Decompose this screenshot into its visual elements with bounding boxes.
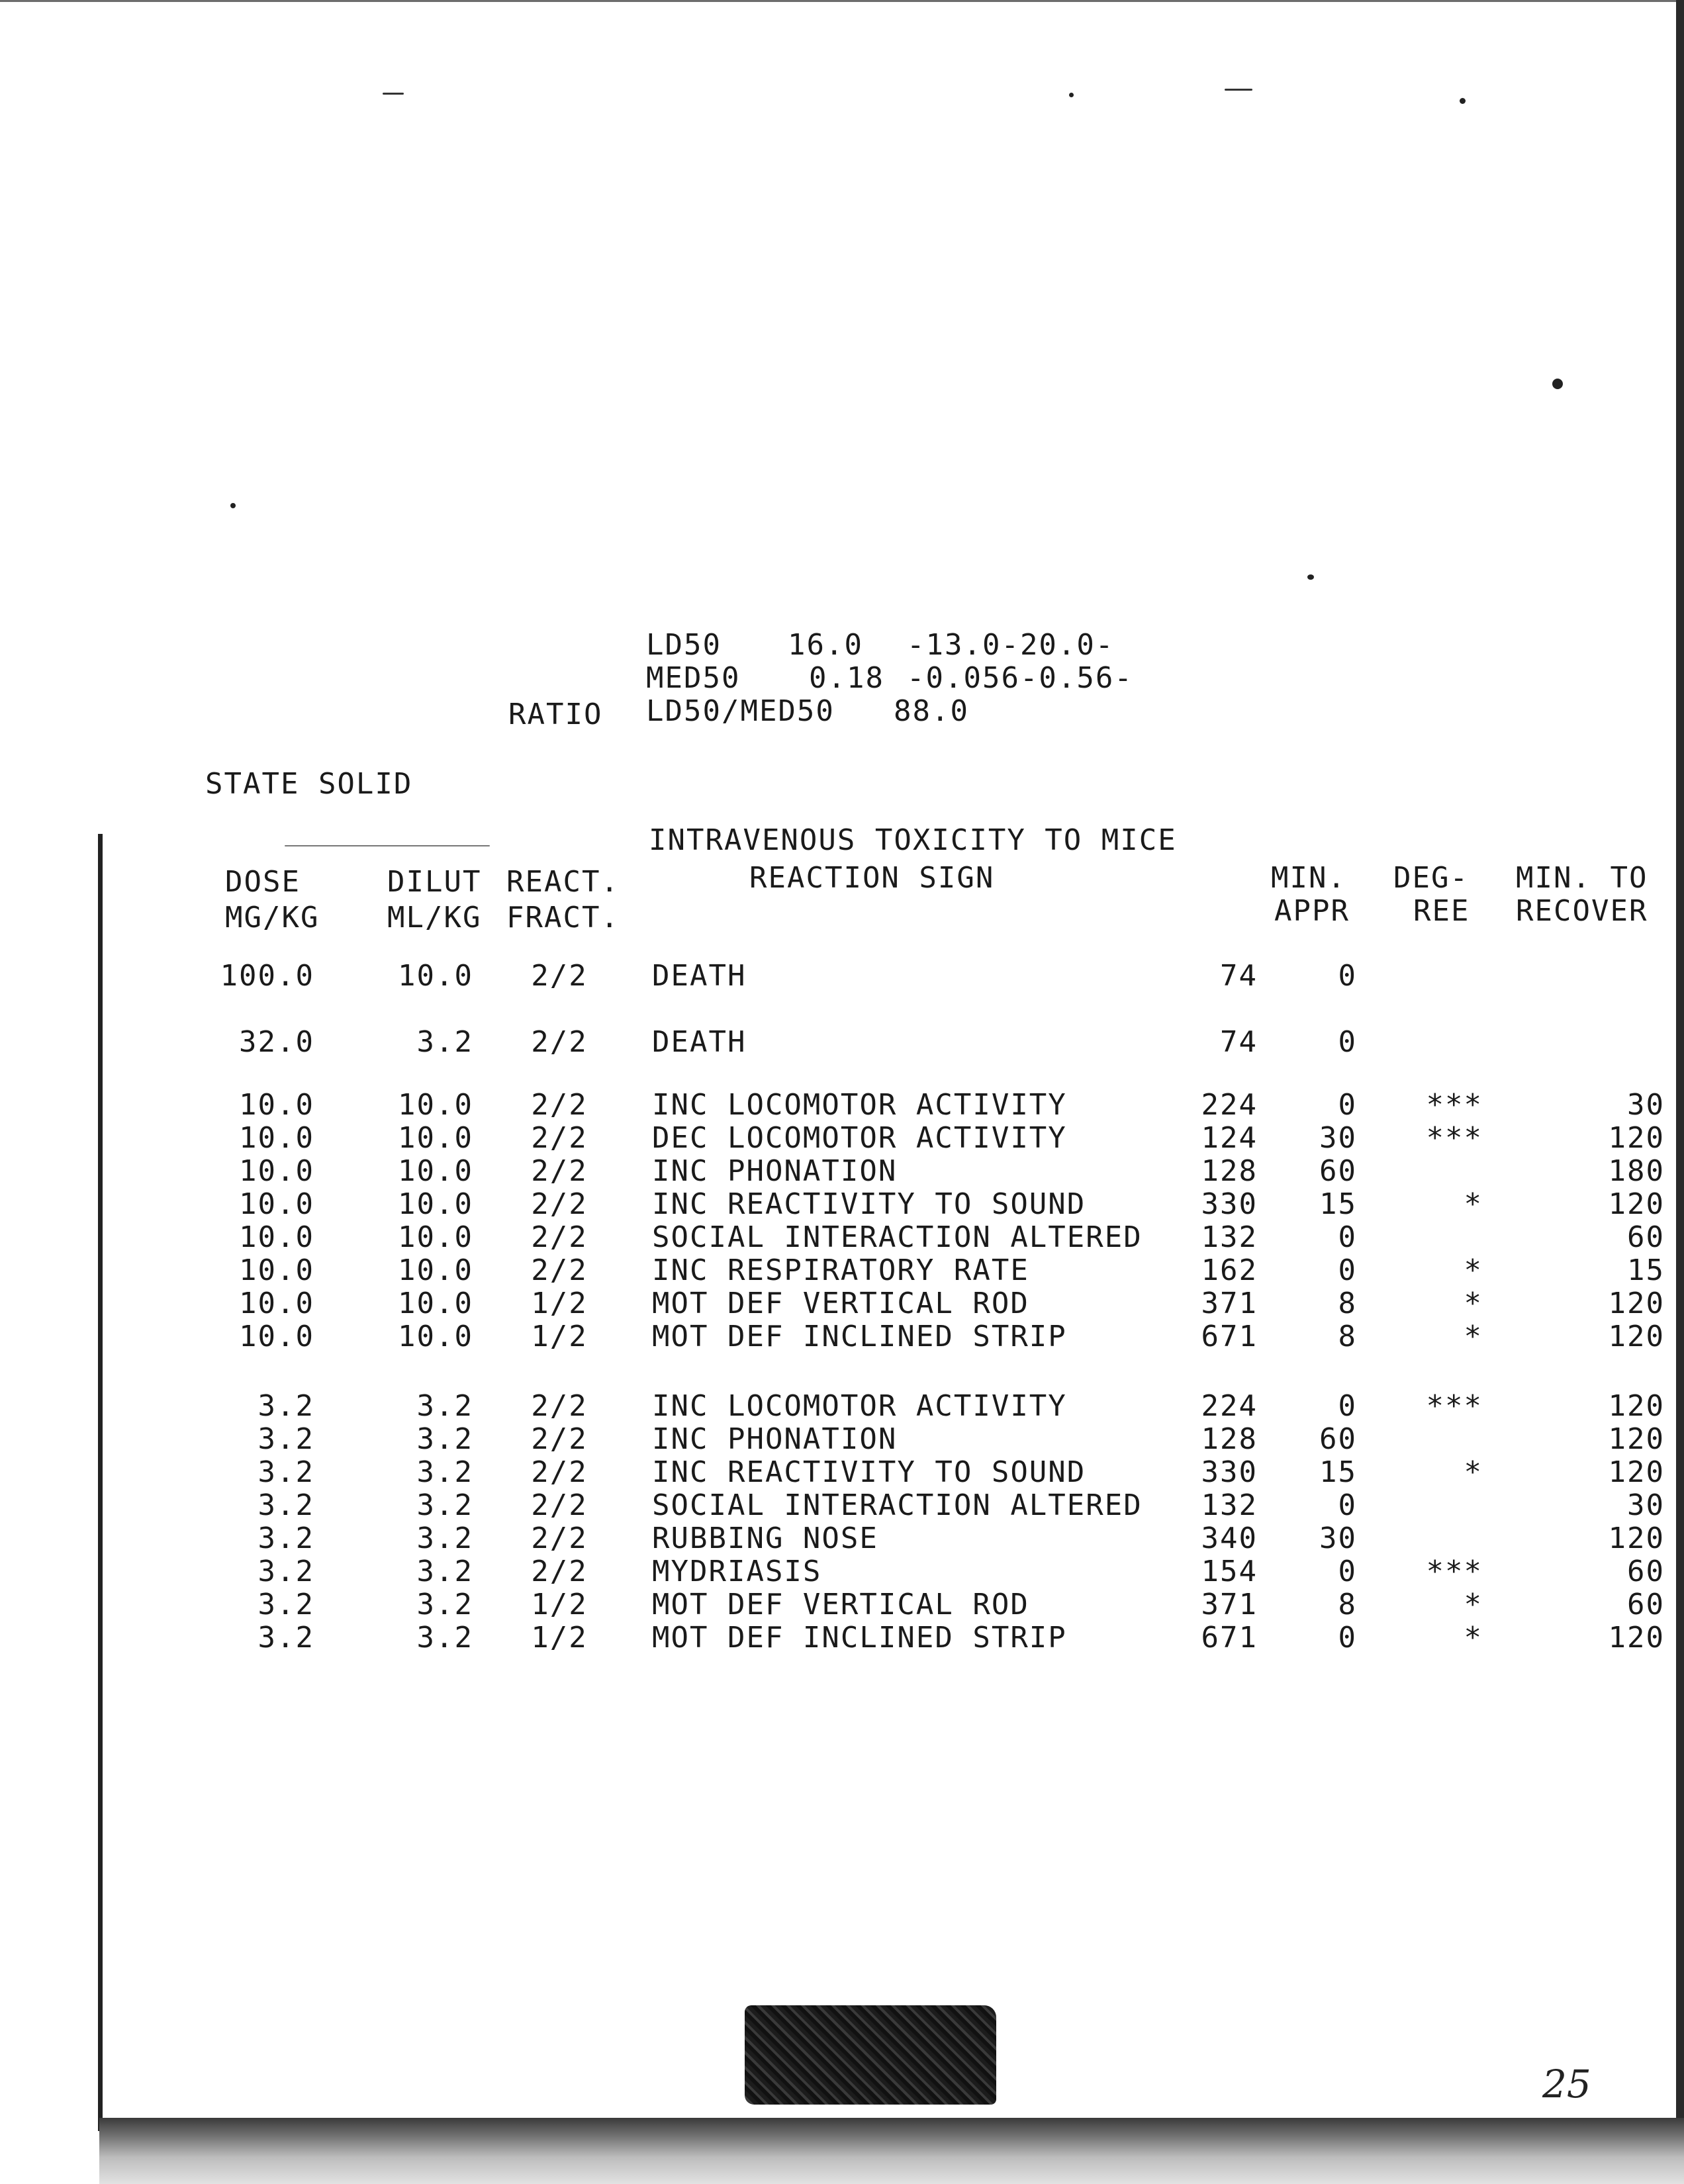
cell-code: 330 <box>1201 1187 1258 1221</box>
med50-value: 0.18 <box>809 661 884 695</box>
cell-sign: DEATH <box>652 1025 747 1059</box>
cell-sign: MOT DEF VERTICAL ROD <box>652 1287 1029 1320</box>
cell-code: 132 <box>1201 1220 1258 1254</box>
cell-recover: 120 <box>1608 1287 1665 1320</box>
scan-edge-left <box>98 834 103 2131</box>
scan-speck <box>1069 93 1074 97</box>
cell-dose: 32.0 <box>239 1025 314 1059</box>
header-degree: DEG- <box>1393 861 1469 895</box>
cell-dilut: 10.0 <box>398 1287 473 1320</box>
cell-degree: * <box>1464 1455 1483 1489</box>
ld50-value: 16.0 <box>788 628 863 662</box>
cell-appr: 60 <box>1319 1422 1357 1456</box>
cell-dose: 3.2 <box>257 1522 314 1555</box>
cell-dilut: 10.0 <box>398 1220 473 1254</box>
cell-frac: 2/2 <box>531 1455 588 1489</box>
cell-dilut: 10.0 <box>398 1253 473 1287</box>
header-recover: RECOVER <box>1516 894 1648 928</box>
cell-appr: 15 <box>1319 1187 1357 1221</box>
header-dose: DOSE <box>225 865 301 899</box>
cell-frac: 2/2 <box>531 1121 588 1155</box>
cell-dilut: 3.2 <box>416 1588 473 1621</box>
cell-appr: 15 <box>1319 1455 1357 1489</box>
cell-dilut: 3.2 <box>416 1555 473 1588</box>
cell-dilut: 3.2 <box>416 1522 473 1555</box>
cell-appr: 8 <box>1338 1320 1357 1353</box>
cell-sign: RUBBING NOSE <box>652 1522 878 1555</box>
cell-recover: 180 <box>1608 1154 1665 1188</box>
cell-frac: 2/2 <box>531 1187 588 1221</box>
cell-recover: 120 <box>1608 1389 1665 1423</box>
header-min-to: MIN. TO <box>1516 861 1648 895</box>
cell-appr: 0 <box>1338 1555 1357 1588</box>
cell-code: 671 <box>1201 1320 1258 1353</box>
cell-dilut: 10.0 <box>398 1121 473 1155</box>
page-number: 25 <box>1542 2062 1591 2107</box>
cell-dilut: 3.2 <box>416 1389 473 1423</box>
scan-edge-top <box>0 0 1684 2</box>
state-line: STATE SOLID <box>205 767 413 801</box>
scan-speck <box>1225 89 1252 91</box>
cell-frac: 1/2 <box>531 1621 588 1655</box>
cell-code: 371 <box>1201 1588 1258 1621</box>
cell-dilut: 3.2 <box>416 1422 473 1456</box>
cell-appr: 30 <box>1319 1121 1357 1155</box>
cell-appr: 0 <box>1338 1621 1357 1655</box>
cell-degree: * <box>1464 1287 1483 1320</box>
cell-degree: * <box>1464 1320 1483 1353</box>
cell-dose: 10.0 <box>239 1253 314 1287</box>
cell-degree: *** <box>1426 1555 1483 1588</box>
cell-recover: 60 <box>1627 1555 1665 1588</box>
cell-recover: 30 <box>1627 1488 1665 1522</box>
cell-code: 671 <box>1201 1621 1258 1655</box>
ld50-label: LD50 <box>646 628 722 662</box>
cell-code: 124 <box>1201 1121 1258 1155</box>
header-appr: APPR <box>1274 894 1350 928</box>
cell-dose: 3.2 <box>257 1588 314 1621</box>
cell-frac: 2/2 <box>531 1522 588 1555</box>
cell-frac: 2/2 <box>531 959 588 993</box>
cell-dose: 3.2 <box>257 1555 314 1588</box>
cell-dose: 10.0 <box>239 1220 314 1254</box>
cell-dose: 3.2 <box>257 1621 314 1655</box>
cell-dilut: 10.0 <box>398 1088 473 1122</box>
cell-sign: MOT DEF INCLINED STRIP <box>652 1320 1067 1353</box>
scan-speck <box>1307 574 1314 580</box>
header-fract: FRACT. <box>506 901 620 934</box>
cell-recover: 120 <box>1608 1455 1665 1489</box>
cell-sign: MOT DEF INCLINED STRIP <box>652 1621 1067 1655</box>
cell-appr: 8 <box>1338 1588 1357 1621</box>
scan-speck <box>383 93 404 95</box>
cell-dilut: 3.2 <box>416 1025 473 1059</box>
cell-dose: 10.0 <box>239 1320 314 1353</box>
ratio-expression: LD50/MED50 <box>646 694 835 728</box>
cell-code: 128 <box>1201 1422 1258 1456</box>
cell-frac: 2/2 <box>531 1154 588 1188</box>
cell-recover: 60 <box>1627 1220 1665 1254</box>
header-min-appr: MIN. <box>1271 861 1346 895</box>
cell-appr: 0 <box>1338 1389 1357 1423</box>
cell-recover: 120 <box>1608 1621 1665 1655</box>
cell-dose: 3.2 <box>257 1422 314 1456</box>
cell-appr: 0 <box>1338 959 1357 993</box>
cell-recover: 120 <box>1608 1422 1665 1456</box>
ratio-label: RATIO <box>508 698 603 731</box>
scan-edge-right <box>1676 0 1684 2144</box>
cell-sign: SOCIAL INTERACTION ALTERED <box>652 1488 1143 1522</box>
table-title: INTRAVENOUS TOXICITY TO MICE <box>649 823 1177 857</box>
cell-degree: *** <box>1426 1389 1483 1423</box>
cell-dose: 3.2 <box>257 1455 314 1489</box>
cell-code: 74 <box>1220 1025 1258 1059</box>
ld50-range: -13.0-20.0- <box>907 628 1115 662</box>
med50-range: -0.056-0.56- <box>907 661 1133 695</box>
header-reaction-sign: REACTION SIGN <box>749 861 995 895</box>
cell-dilut: 10.0 <box>398 1187 473 1221</box>
cell-degree: * <box>1464 1621 1483 1655</box>
cell-dilut: 3.2 <box>416 1621 473 1655</box>
cell-recover: 60 <box>1627 1588 1665 1621</box>
cell-appr: 0 <box>1338 1088 1357 1122</box>
scan-bottom-band <box>99 2118 1684 2184</box>
header-dilut-unit: ML/KG <box>387 901 482 934</box>
cell-code: 128 <box>1201 1154 1258 1188</box>
cell-appr: 30 <box>1319 1522 1357 1555</box>
cell-recover: 120 <box>1608 1522 1665 1555</box>
cell-sign: INC REACTIVITY TO SOUND <box>652 1187 1086 1221</box>
cell-sign: SOCIAL INTERACTION ALTERED <box>652 1220 1143 1254</box>
cell-dose: 10.0 <box>239 1154 314 1188</box>
cell-appr: 0 <box>1338 1488 1357 1522</box>
cell-appr: 0 <box>1338 1253 1357 1287</box>
cell-recover: 30 <box>1627 1088 1665 1122</box>
cell-frac: 1/2 <box>531 1287 588 1320</box>
cell-appr: 8 <box>1338 1287 1357 1320</box>
cell-frac: 1/2 <box>531 1588 588 1621</box>
cell-code: 224 <box>1201 1389 1258 1423</box>
cell-dilut: 10.0 <box>398 1154 473 1188</box>
cell-recover: 120 <box>1608 1320 1665 1353</box>
cell-dose: 100.0 <box>220 959 314 993</box>
med50-label: MED50 <box>646 661 741 695</box>
header-dose-unit: MG/KG <box>225 901 320 934</box>
cell-appr: 60 <box>1319 1154 1357 1188</box>
header-degree-2: REE <box>1413 894 1470 928</box>
cell-sign: INC REACTIVITY TO SOUND <box>652 1455 1086 1489</box>
cell-code: 162 <box>1201 1253 1258 1287</box>
cell-sign: INC LOCOMOTOR ACTIVITY <box>652 1088 1067 1122</box>
scan-speck <box>230 503 236 508</box>
scan-speck <box>1460 98 1466 104</box>
cell-code: 330 <box>1201 1455 1258 1489</box>
cell-degree: * <box>1464 1253 1483 1287</box>
scan-speck <box>1552 379 1563 389</box>
cell-dilut: 3.2 <box>416 1455 473 1489</box>
cell-dose: 10.0 <box>239 1287 314 1320</box>
cell-degree: *** <box>1426 1088 1483 1122</box>
cell-dilut: 10.0 <box>398 1320 473 1353</box>
cell-dose: 10.0 <box>239 1088 314 1122</box>
ratio-value: 88.0 <box>894 694 969 728</box>
cell-sign: DEATH <box>652 959 747 993</box>
cell-code: 340 <box>1201 1522 1258 1555</box>
cell-frac: 1/2 <box>531 1320 588 1353</box>
cell-dose: 10.0 <box>239 1187 314 1221</box>
cell-sign: MYDRIASIS <box>652 1555 822 1588</box>
cell-appr: 0 <box>1338 1220 1357 1254</box>
cell-frac: 2/2 <box>531 1025 588 1059</box>
cell-recover: 15 <box>1627 1253 1665 1287</box>
cell-frac: 2/2 <box>531 1253 588 1287</box>
cell-code: 74 <box>1220 959 1258 993</box>
cell-sign: DEC LOCOMOTOR ACTIVITY <box>652 1121 1067 1155</box>
header-dilut: DILUT <box>387 865 482 899</box>
cell-sign: INC PHONATION <box>652 1154 898 1188</box>
redaction-mark <box>745 2005 996 2105</box>
cell-frac: 2/2 <box>531 1422 588 1456</box>
header-react: REACT. <box>506 865 620 899</box>
cell-sign: INC RESPIRATORY RATE <box>652 1253 1029 1287</box>
cell-dose: 3.2 <box>257 1389 314 1423</box>
cell-sign: INC LOCOMOTOR ACTIVITY <box>652 1389 1067 1423</box>
cell-dilut: 3.2 <box>416 1488 473 1522</box>
cell-frac: 2/2 <box>531 1088 588 1122</box>
header-rule <box>285 845 490 846</box>
cell-frac: 2/2 <box>531 1220 588 1254</box>
cell-code: 371 <box>1201 1287 1258 1320</box>
cell-degree: * <box>1464 1588 1483 1621</box>
cell-dilut: 10.0 <box>398 959 473 993</box>
cell-frac: 2/2 <box>531 1555 588 1588</box>
cell-sign: INC PHONATION <box>652 1422 898 1456</box>
cell-recover: 120 <box>1608 1187 1665 1221</box>
cell-dose: 10.0 <box>239 1121 314 1155</box>
cell-appr: 0 <box>1338 1025 1357 1059</box>
cell-degree: * <box>1464 1187 1483 1221</box>
cell-dose: 3.2 <box>257 1488 314 1522</box>
cell-code: 154 <box>1201 1555 1258 1588</box>
cell-sign: MOT DEF VERTICAL ROD <box>652 1588 1029 1621</box>
cell-frac: 2/2 <box>531 1488 588 1522</box>
cell-recover: 120 <box>1608 1121 1665 1155</box>
cell-degree: *** <box>1426 1121 1483 1155</box>
cell-frac: 2/2 <box>531 1389 588 1423</box>
cell-code: 132 <box>1201 1488 1258 1522</box>
cell-code: 224 <box>1201 1088 1258 1122</box>
